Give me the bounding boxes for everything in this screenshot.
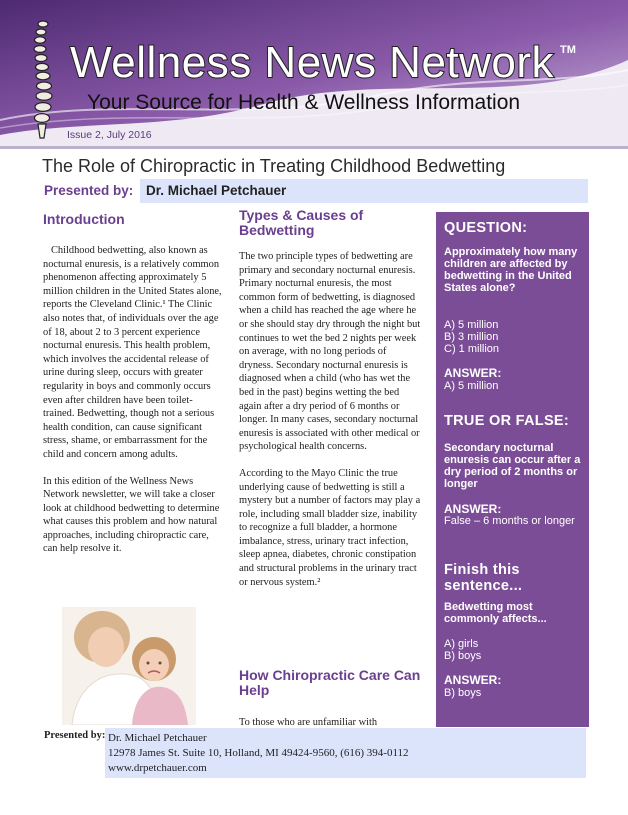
chiropractic-heading: How Chiropractic Care Can Help	[239, 667, 421, 698]
question-text: Approximately how many children are affected by bedwetting in the United States alone?	[444, 246, 578, 294]
types-causes-column	[239, 250, 421, 602]
introduction-column	[43, 244, 223, 569]
issue-label: Issue 2, July 2016	[67, 129, 152, 141]
finish-sentence-statement: Bedwetting most commonly affects...	[444, 601, 547, 625]
quiz-sidebar	[436, 212, 589, 727]
types-paragraph-2: According to the Mayo Clinic the true underlying cause of bedwetting is still a mystery but a number of factors may play a role, including small bladder size, inability to recognize a full bladder, a hormone imbalance, stress, urinary tract infection, sleep apnea, diabetes, chronic constipation and structural problems in the urinary tract or nervous system.²	[239, 467, 421, 588]
true-false-statement: Secondary nocturnal enuresis can occur after a dry period of 2 months or longer	[444, 442, 581, 490]
introduction-heading: Introduction	[43, 211, 125, 227]
footer-presented-label: Presented by:	[44, 730, 106, 741]
footer-website-link[interactable]: www.drpetchauer.com	[108, 762, 207, 774]
presented-by-label: Presented by:	[44, 183, 134, 198]
footer-address: 12978 James St. Suite 10, Holland, MI 49424-9560, (616) 394-0112	[108, 747, 409, 759]
footer-name: Dr. Michael Petchauer	[108, 732, 207, 744]
answer-text: A) 5 million	[444, 380, 499, 392]
newsletter-title: Wellness News Network	[70, 38, 555, 87]
intro-paragraph-1: Childhood bedwetting, also known as nocturnal enuresis, is a relatively common phenomenon affecting approximately 5 million children in the United States alone, reports the Cleveland Clinic.¹ The Clinic also notes that, of individuals over the age of 18, about 2 to 3 percent experience nocturnal enuresis. This health problem, which involves the accidental release of urine during sleep, occurs with greater regularity in boys and commonly occurs even after children have been toilet-trained. Bedwetting, though not a serious health condition, can cause significant stress, shame, or embarrassment for the child and concern among adults.	[43, 245, 222, 460]
chiro-paragraph-1: To those who are unfamiliar with	[239, 717, 378, 728]
types-causes-heading: Types & Causes of Bedwetting	[239, 207, 364, 238]
question-heading: QUESTION:	[444, 220, 528, 236]
finish-sentence-heading: Finish this sentence...	[444, 562, 523, 594]
finish-answer-heading: ANSWER:	[444, 673, 502, 687]
option-a: A) 5 million	[444, 319, 499, 331]
option-c: C) 1 million	[444, 343, 500, 355]
newsletter-subtitle: Your Source for Health & Wellness Information	[87, 91, 521, 114]
option-b: B) 3 million	[444, 331, 499, 343]
intro-paragraph-2: In this edition of the Wellness News Network newsletter, we will take a closer look at childhood bedwetting to determine what causes this problem and how natural approaches, including chiropractic care, can help resolve it.	[43, 475, 220, 555]
finish-option-a: A) girls	[444, 638, 479, 650]
true-false-answer: False – 6 months or longer	[444, 515, 575, 527]
footer-contact	[108, 731, 409, 776]
finish-option-b: B) boys	[444, 650, 482, 662]
finish-answer: B) boys	[444, 687, 482, 699]
mother-child-photo	[62, 607, 196, 725]
trademark-symbol: TM	[560, 44, 576, 56]
newsletter-header	[0, 0, 628, 149]
types-paragraph-1: The two principle types of bedwetting are primary and secondary nocturnal enuresis. Primary nocturnal enuresis, the most common form of bedwetting, is diagnosed when a child has reached the age where he or she should stay dry through the night but continues to wet the bed 2 nights per week on average, with no long periods of dryness. Secondary nocturnal enuresis is diagnosed when a child (who has wet the bed in the past) begins wetting the bed again after a dry period of 6 months or longer. In many cases, secondary nocturnal enuresis is associated with other medical or psychological health concerns.	[239, 251, 421, 453]
spine-logo-icon	[30, 18, 58, 147]
true-false-heading: TRUE OR FALSE:	[444, 413, 570, 429]
true-false-answer-heading: ANSWER:	[444, 502, 502, 516]
presenter-name: Dr. Michael Petchauer	[146, 183, 287, 198]
answer-heading: ANSWER:	[444, 366, 502, 380]
article-headline: The Role of Chiropractic in Treating Childhood Bedwetting	[42, 156, 506, 176]
